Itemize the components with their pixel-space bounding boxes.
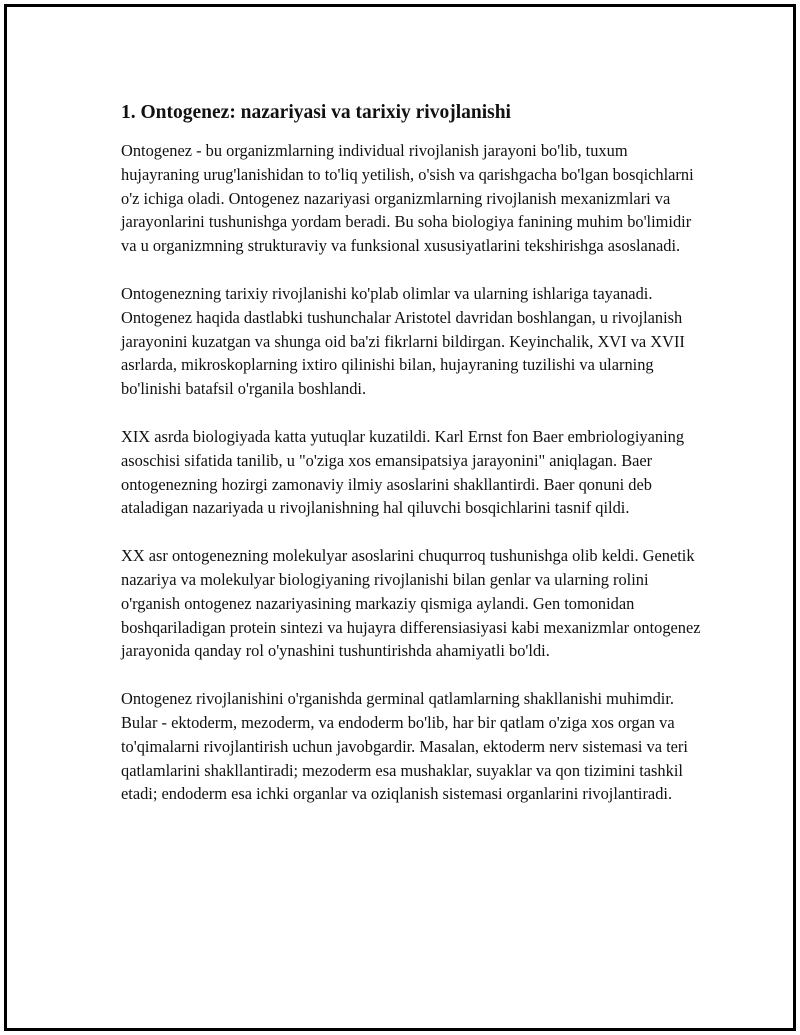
- paragraph-germ-layers: Ontogenez rivojlanishini o'rganishda germinal qatlamlarning shakllanishi muhimdir. Bular - ektoderm, mezoderm, va endoderm bo'lib, har bir qatlam o'ziga xos organ va to'qimalarni rivojlantirish uchun javobgardir. Masalan, ektoderm nerv sistemasi va teri qatlamlarini shakllantiradi; mezoderm esa mushaklar, suyaklar va qon tizimini tashkil etadi; endoderm esa ichki organlar va oziqlanish sistemasi organlarini rivojlantiradi.: [121, 689, 688, 804]
- section-heading: 1. Ontogenez: nazariyasi va tarixiy rivojlanishi: [121, 102, 511, 123]
- paragraph-history: Ontogenezning tarixiy rivojlanishi ko'plab olimlar va ularning ishlariga tayanadi. Ontogenez haqida dastlabki tushunchalar Aristotel davridan boshlangan, u rivojlanish jarayonini kuzatgan va shunga oid ba'zi fikrlarni bildirgan. Keyinchalik, XVI va XVII asrlarda, mikroskoplarning ixtiro qilinishi bilan, hujayraning tuzilishi va ularning bo'linishi batafsil o'rganila boshlandi.: [121, 283, 685, 399]
- paragraph-19th-century: XIX asrda biologiyada katta yutuqlar kuzatildi. Karl Ernst fon Baer embriologiyaning asoschisi sifatida tanilib, u "o'ziga xos emansipatsiya jarayonini" aniqlagan. Baer ontogenezning hozirgi zamonaviy ilmiy asoslarini shakllantirdi. Baer qonuni deb ataladigan nazariyada u rivojlanishning hal qiluvchi bosqichlarini tasnif qildi.: [121, 426, 685, 518]
- paragraph-20th-century: XX asr ontogenezning molekulyar asoslarini chuqurroq tushunishga olib keldi. Genetik nazariya va molekulyar biologiyaning rivojlanishi bilan genlar va ularning rolini o'rganish ontogenez nazariyasining markaziy qismiga aylandi. Gen tomonidan boshqariladigan protein sintezi va hujayra differensiasiyasi kabi mexanizmlar ontogenez jarayonida qanday rol o'ynashini tushuntirishda ahamiyatli bo'ldi.: [121, 546, 701, 661]
- document-body: [121, 99, 701, 830]
- page-frame: [4, 4, 796, 1031]
- paragraph-definition: Ontogenez - bu organizmlarning individual rivojlanish jarayoni bo'lib, tuxum hujayraning urug'lanishidan to to'liq yetilish, o'sish va qarishgacha bo'lgan bosqichlarni o'z ichiga oladi. Ontogenez nazariyasi organizmlarning rivojlanish mexanizmlari va jarayonlarini tushunishga yordam beradi. Bu soha biologiya fanining muhim bo'limidir va u organizmning strukturaviy va funksional xususiyatlarini tekshirishga asoslanadi.: [121, 141, 694, 256]
